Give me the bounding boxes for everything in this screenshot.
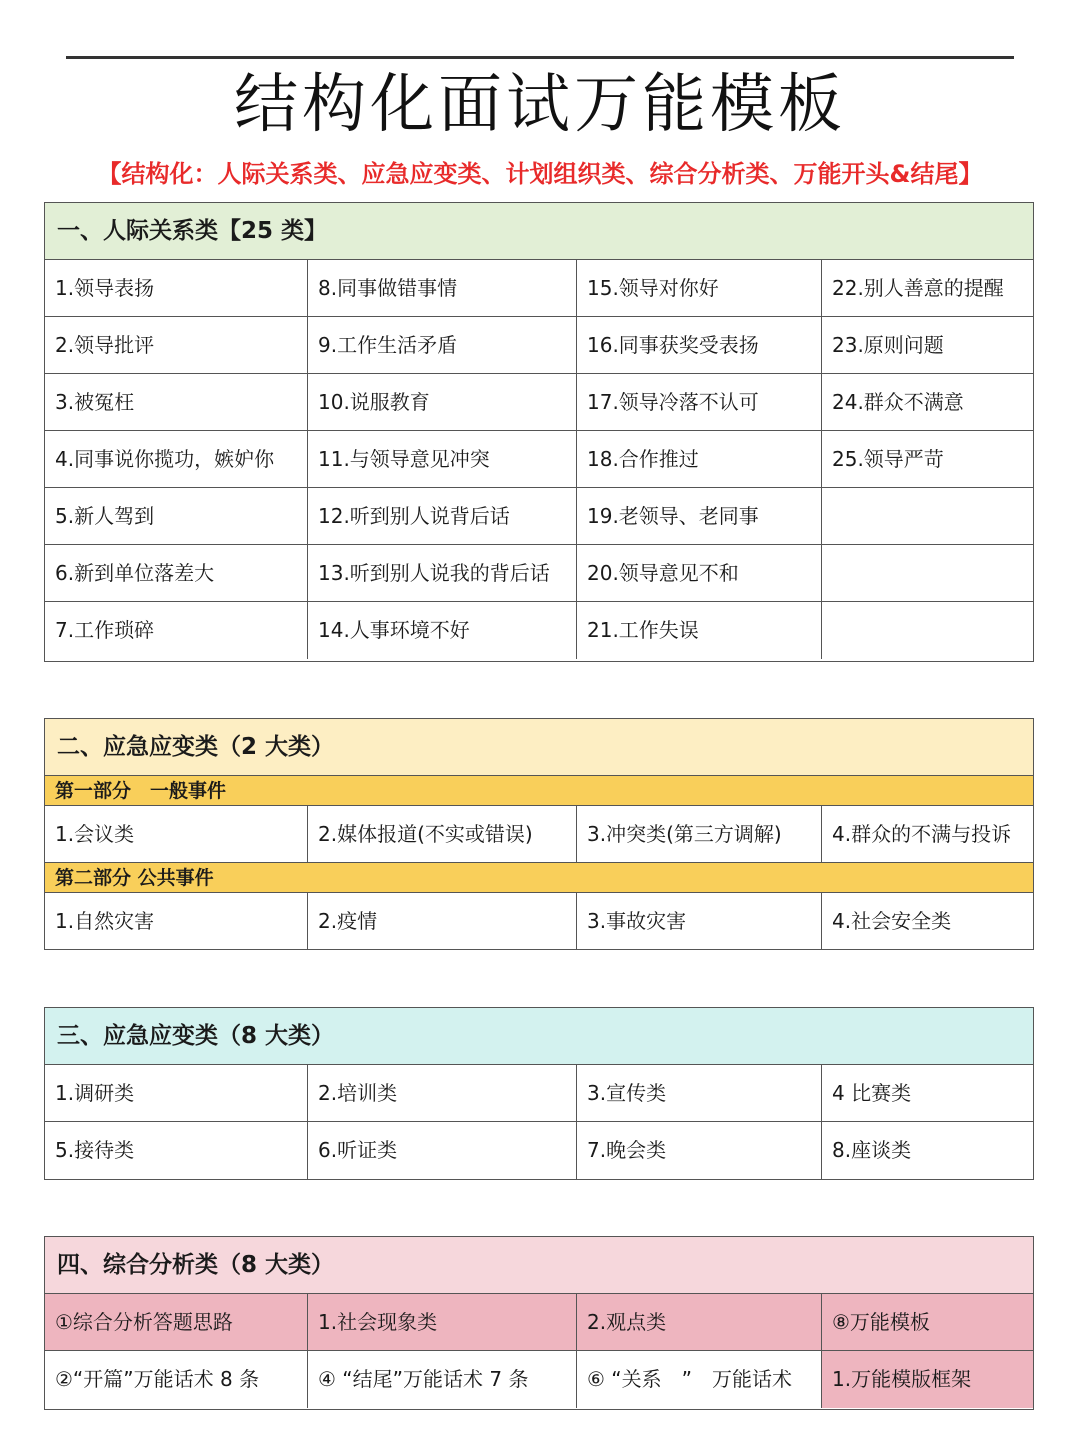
table-cell: 2.观点类 (577, 1294, 822, 1350)
page-subtitle: 【结构化：人际关系类、应急应变类、计划组织类、综合分析类、万能开头&结尾】 (97, 160, 983, 188)
table-cell: 1.领导表扬 (45, 260, 308, 316)
table-cell: 8.座谈类 (832, 1138, 912, 1162)
section-emergency-8 (44, 1007, 1034, 1180)
table-cell: 20.领导意见不和 (577, 545, 822, 601)
table-cell: 7.工作琐碎 (45, 602, 308, 659)
table-row (45, 1294, 1033, 1351)
table-row (45, 1122, 1033, 1179)
page-title: 结构化面试万能模板 (234, 68, 846, 142)
table-cell: 5.接待类 (45, 1122, 308, 1179)
table-row (45, 374, 1033, 431)
table-cell: 25.领导严苛 (832, 447, 944, 471)
table-cell: 3.被冤枉 (45, 374, 308, 430)
table-row (45, 545, 1033, 602)
table-cell: 7.晚会类 (577, 1122, 822, 1179)
section-header: 三、应急应变类（8 大类） (45, 1008, 1033, 1065)
table-cell: 2.领导批评 (45, 317, 308, 373)
table-cell: 1.自然灾害 (45, 893, 308, 950)
table-cell: 21.工作失误 (577, 602, 822, 659)
table-cell: ②“开篇”万能话术 8 条 (45, 1351, 308, 1408)
section-header: 四、综合分析类（8 大类） (45, 1237, 1033, 1294)
table-cell: 3.冲突类(第三方调解) (577, 806, 822, 862)
table-cell: 23.原则问题 (832, 333, 944, 357)
table-row (45, 317, 1033, 374)
table-cell (822, 602, 1033, 659)
table-cell: 4.同事说你揽功，嫉妒你 (45, 431, 308, 487)
table-cell: 2.培训类 (308, 1065, 577, 1121)
table-row (45, 806, 1033, 863)
table-cell: 1.调研类 (45, 1065, 308, 1121)
table-cell: ⑧万能模板 (822, 1294, 1033, 1350)
table-cell: 18.合作推过 (577, 431, 822, 487)
table-cell: 4 比赛类 (832, 1081, 912, 1105)
table-cell: 2.媒体报道(不实或错误) (308, 806, 577, 862)
table-cell: 6.听证类 (308, 1122, 577, 1179)
table-cell: 3.宣传类 (577, 1065, 822, 1121)
table-cell: 8.同事做错事情 (308, 260, 577, 316)
table-cell (822, 488, 1033, 544)
table-cell: 1.万能模版框架 (822, 1351, 1033, 1408)
table-cell: 6.新到单位落差大 (45, 545, 308, 601)
table-cell: 3.事故灾害 (577, 893, 822, 950)
table-cell: ④ “结尾”万能话术 7 条 (308, 1351, 577, 1408)
table-cell: 22.别人善意的提醒 (832, 276, 1004, 300)
table-cell: 11.与领导意见冲突 (308, 431, 577, 487)
table-cell: 12.听到别人说背后话 (308, 488, 577, 544)
table-row (45, 602, 1033, 659)
table-row (45, 893, 1033, 950)
table-cell: 16.同事获奖受表扬 (577, 317, 822, 373)
table-cell: ①综合分析答题思路 (45, 1294, 308, 1350)
table-cell: 14.人事环境不好 (308, 602, 577, 659)
table-cell: 13.听到别人说我的背后话 (308, 545, 577, 601)
table-cell: 19.老领导、老同事 (577, 488, 822, 544)
table-cell: 1.会议类 (45, 806, 308, 862)
table-cell: ⑥ “关系 ” 万能话术 (577, 1351, 822, 1408)
part-header: 第二部分 公共事件 (45, 863, 1033, 893)
table-row (45, 260, 1033, 317)
table-cell: 1.社会现象类 (308, 1294, 577, 1350)
table-cell: 15.领导对你好 (577, 260, 822, 316)
table-cell: 5.新人驾到 (45, 488, 308, 544)
table-cell: 24.群众不满意 (832, 390, 964, 414)
table-row (45, 431, 1033, 488)
part-header: 第一部分 一般事件 (45, 776, 1033, 806)
table-cell: 17.领导冷落不认可 (577, 374, 822, 430)
table-cell: 4.群众的不满与投诉 (832, 822, 1012, 846)
table-row (45, 1065, 1033, 1122)
top-rule (66, 56, 1014, 59)
table-cell: 9.工作生活矛盾 (308, 317, 577, 373)
section-comprehensive (44, 1236, 1034, 1410)
table-cell (822, 545, 1033, 601)
section-interpersonal (44, 202, 1034, 662)
table-cell: 4.社会安全类 (832, 909, 952, 933)
table-row (45, 488, 1033, 545)
table-cell: 2.疫情 (308, 893, 577, 950)
table-cell: 10.说服教育 (308, 374, 577, 430)
section-emergency-2 (44, 718, 1034, 950)
table-row (45, 1351, 1033, 1408)
section-header: 二、应急应变类（2 大类） (45, 719, 1033, 776)
section-header: 一、人际关系类【25 类】 (45, 203, 1033, 260)
